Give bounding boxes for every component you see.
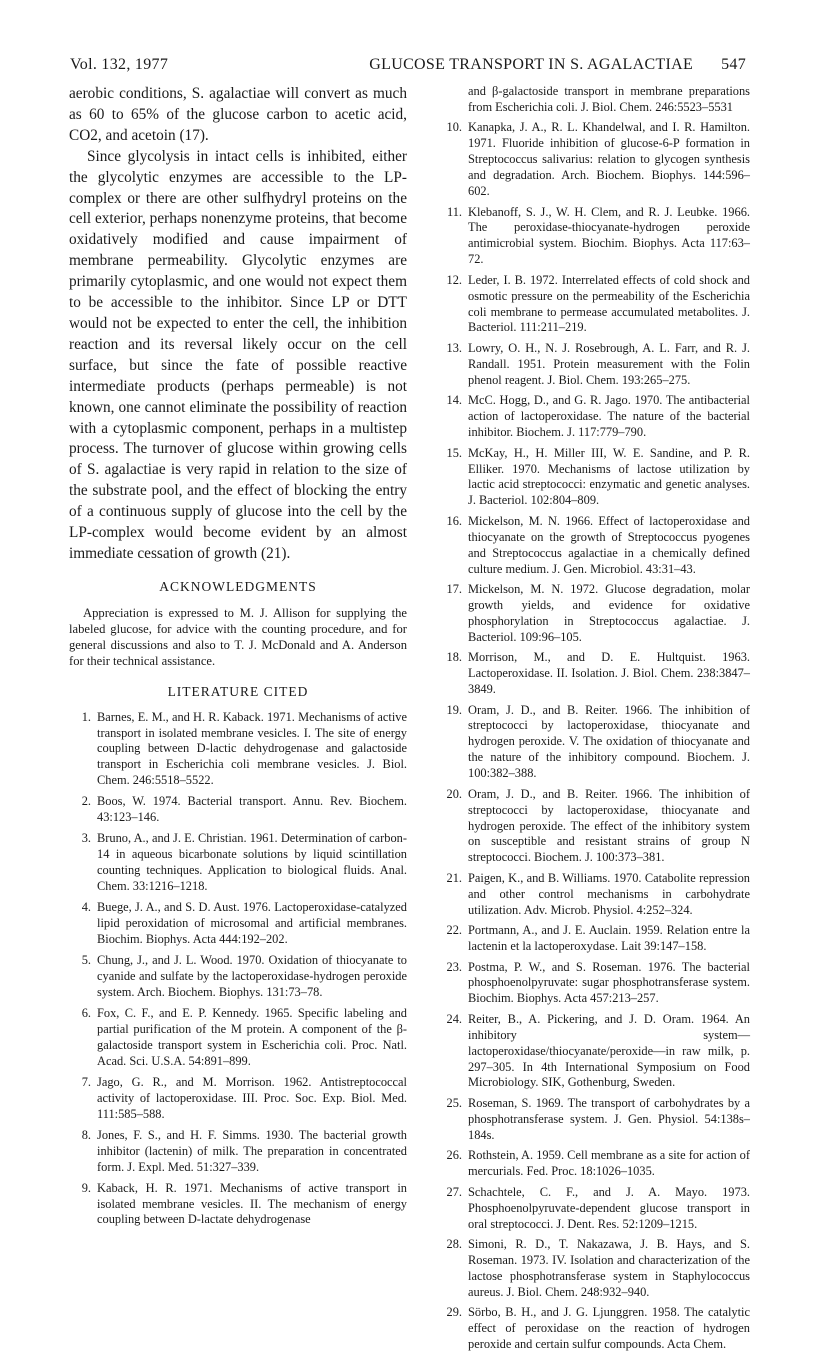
reference-text: Paigen, K., and B. Williams. 1970. Catabolite repression and other control mechanisms in carbohydrate utilization. Adv. Microb. Physiol. 4:252–324. xyxy=(468,870,750,917)
reference-number: 12. xyxy=(446,272,462,287)
reference-number: 28. xyxy=(446,1237,462,1251)
reference-item xyxy=(440,703,750,783)
reference-text: Roseman, S. 1969. The transport of carbohydrates by a phosphotransferase system. J. Gen. Physiol. 54:138s–184s. xyxy=(468,1095,750,1142)
reference-item xyxy=(69,831,407,895)
journal-volume: Vol. 132, 1977 xyxy=(70,56,169,73)
acknowledgments-text: Appreciation is expressed to M. J. Allison for supplying the labeled glucose, for advice with the counting procedure, and for general discussions and also to T. J. McDonald and A. Anderson for their technical assistance. xyxy=(69,605,407,669)
reference-number: 11. xyxy=(446,204,462,219)
reference-number: 7. xyxy=(81,1074,91,1089)
reference-number xyxy=(440,84,468,116)
reference-text: Rothstein, A. 1959. Cell membrane as a site for action of mercurials. Fed. Proc. 18:1026–1035. xyxy=(468,1148,750,1179)
reference-number: 6. xyxy=(81,1006,91,1020)
running-header xyxy=(70,56,746,80)
reference-item xyxy=(440,1305,750,1353)
reference-item xyxy=(440,1148,750,1180)
reference-number: 4. xyxy=(81,900,91,915)
reference-text: Lowry, O. H., N. J. Rosebrough, A. L. Farr, and R. J. Randall. 1951. Protein measurement with the Folin phenol reagent. J. Biol. Chem. 193:265–275. xyxy=(468,340,750,387)
reference-number: 13. xyxy=(446,340,462,355)
reference-item xyxy=(440,871,750,919)
running-title: GLUCOSE TRANSPORT IN S. AGALACTIAE xyxy=(369,56,694,73)
reference-text: McC. Hogg, D., and G. R. Jago. 1970. The antibacterial action of lactoperoxidase. The nature of the bacterial inhibitor. Biochem. J. 117:779–790. xyxy=(468,393,750,440)
reference-item xyxy=(440,960,750,1008)
left-column xyxy=(69,84,407,1234)
acknowledgments-heading: ACKNOWLEDGMENTS xyxy=(159,578,317,594)
reference-number: 14. xyxy=(446,393,462,408)
reference-text: Leder, I. B. 1972. Interrelated effects of cold shock and osmotic pressure on the permeability of the Escherichia coli membrane to permease accumulated metabolites. J. Bacteriol. 111:211–219. xyxy=(468,272,750,335)
reference-number: 24. xyxy=(446,1011,462,1026)
reference-item xyxy=(69,794,407,826)
reference-text: Jago, G. R., and M. Morrison. 1962. Antistreptococcal activity of lactoperoxidase. III. Proc. Soc. Exp. Biol. Med. 111:585–588. xyxy=(97,1074,407,1121)
reference-text: Mickelson, M. N. 1966. Effect of lactoperoxidase and thiocyanate on the growth of Streptococcus pyogenes and Streptococcus agalactiae in a chemically defined culture medium. J. Gen. Microbiol. 43:31–43. xyxy=(468,513,750,576)
reference-item xyxy=(69,710,407,790)
reference-text: Mickelson, M. N. 1972. Glucose degradation, molar growth yields, and evidence for oxidative phosphorylation in Streptococcus agalactiae. J. Bacteriol. 109:96–105. xyxy=(468,582,750,644)
reference-number: 26. xyxy=(446,1148,462,1163)
reference-item xyxy=(69,953,407,1001)
right-column xyxy=(440,84,750,1358)
reference-number: 15. xyxy=(446,445,462,460)
reference-item xyxy=(440,273,750,337)
page-number: 547 xyxy=(721,56,746,73)
reference-item xyxy=(440,1096,750,1144)
body-paragraph: Since glycolysis in intact cells is inhibited, either the glycolytic enzymes are accessible to the LP-complex or there are other sulfhydryl proteins on the cell exterior, perhaps nonenzyme proteins, that become oxidatively modified and cause impairment of membrane permeability. Glycolytic enzymes are primarily cytoplasmic, and one would not expect them to be accessible to the inhibitor. Since LP or DTT would not be expected to enter the cell, the inhibition reaction and its reversal likely occur on the cell surface, but since the fate of possible reactive intermediate products (perhaps permeable) is not known, one cannot eliminate the possibility of reaction with a cytoplasmic component, perhaps in a multistep process. The turnover of glucose within growing cells of S. agalactiae is very rapid in relation to the size of the substrate pool, and the effect of blocking the entry of a continuous supply of glucose into the cell by the LP-complex would become evident by an almost immediate cessation of growth (21). xyxy=(69,147,407,562)
reference-item xyxy=(440,341,750,389)
reference-text: Oram, J. D., and B. Reiter. 1966. The inhibition of streptococci by lactoperoxidase, thiocyanate and hydrogen peroxide. The effect of the inhibitory system on susceptible and resistant strains of group N streptococci. Biochem. J. 100:373–381. xyxy=(468,786,750,865)
reference-number: 9. xyxy=(81,1180,91,1195)
reference-item xyxy=(440,1012,750,1092)
reference-text: Chung, J., and J. L. Wood. 1970. Oxidation of thiocyanate to cyanide and sulfate by the lactoperoxidase-hydrogen peroxide system. Arch. Biochem. Biophys. 131:73–78. xyxy=(97,953,407,999)
reference-number: 27. xyxy=(446,1184,462,1199)
reference-text: Sörbo, B. H., and J. G. Ljunggren. 1958. The catalytic effect of peroxidase on the reaction of hydrogen peroxide and certain sulfur compounds. Acta Chem. xyxy=(468,1305,750,1352)
reference-item xyxy=(440,787,750,867)
reference-item xyxy=(440,514,750,578)
reference-item xyxy=(440,650,750,698)
reference-text: and β-galactoside transport in membrane preparations from Escherichia coli. J. Biol. Chem. 246:5523–5531 xyxy=(468,84,750,114)
reference-text: Bruno, A., and J. E. Christian. 1961. Determination of carbon-14 in aqueous bicarbonate solutions by liquid scintillation counting techniques. Application to biological fluids. Anal. Chem. 33:1216–1218. xyxy=(97,831,407,894)
reference-number: 17. xyxy=(446,582,462,597)
reference-text: Postma, P. W., and S. Roseman. 1976. The bacterial phosphoenolpyruvate: sugar phosphotransferase system. Biochim. Biophys. Acta 457:213–257. xyxy=(468,959,750,1006)
reference-number: 5. xyxy=(81,953,91,968)
reference-item xyxy=(440,1237,750,1301)
literature-heading: LITERATURE CITED xyxy=(167,683,309,699)
reference-item xyxy=(440,923,750,955)
reference-text: Buege, J. A., and S. D. Aust. 1976. Lactoperoxidase-catalyzed lipid peroxidation of microsomal and artificial membranes. Biochim. Biophys. Acta 444:192–202. xyxy=(97,900,407,946)
reference-number: 1. xyxy=(81,709,91,724)
reference-text: Klebanoff, S. J., W. H. Clem, and R. J. Leubke. 1966. The peroxidase-thiocyanate-hydrogen peroxide antimicrobial system. Biochim. Biophys. Acta 117:63–72. xyxy=(468,204,750,267)
reference-number: 8. xyxy=(81,1127,91,1142)
reference-number: 3. xyxy=(81,831,91,846)
reference-text: Oram, J. D., and B. Reiter. 1966. The inhibition of streptococci by lactoperoxidase, thiocyanate and hydrogen peroxide. V. The oxidation of thiocyanate and the nature of the inhibitory compound. Biochem. J. 100:382–388. xyxy=(468,702,750,781)
reference-number: 29. xyxy=(446,1305,462,1320)
reference-item xyxy=(440,120,750,200)
reference-item xyxy=(69,1075,407,1123)
reference-text: Schachtele, C. F., and J. A. Mayo. 1973. Phosphoenolpyruvate-dependent glucose transport in oral streptococci. J. Dent. Res. 52:1209–1215. xyxy=(468,1184,750,1231)
reference-item xyxy=(440,393,750,441)
reference-list-left xyxy=(69,710,407,1229)
reference-item xyxy=(440,582,750,646)
reference-number: 25. xyxy=(446,1095,462,1110)
reference-item xyxy=(69,1128,407,1176)
reference-text: Morrison, M., and D. E. Hultquist. 1963. Lactoperoxidase. II. Isolation. J. Biol. Chem. 238:3847–3849. xyxy=(468,650,750,697)
reference-number: 20. xyxy=(446,786,462,801)
reference-text: McKay, H., H. Miller III, W. E. Sandine, and P. R. Elliker. 1970. Mechanisms of lactose utilization by lactic acid streptococci: enzymatic and genetic analyses. J. Bacteriol. 102:804–809. xyxy=(468,445,750,508)
reference-number: 22. xyxy=(446,923,462,938)
reference-number: 23. xyxy=(446,959,462,974)
reference-text: Fox, C. F., and E. P. Kennedy. 1965. Specific labeling and partial purification of the M protein. A component of the β-galactoside transport system in Escherichia coli. Proc. Natl. Acad. Sci. U.S.A. 54:891–899. xyxy=(97,1006,407,1068)
reference-text: Reiter, B., A. Pickering, and J. D. Oram. 1964. An inhibitory system—lactoperoxidase/thiocyanate/peroxide—in raw milk, p. 297–305. In 4th International Symposium on Food Microbiology. SIK, Gothenburg, Sweden. xyxy=(468,1011,750,1090)
reference-text: Boos, W. 1974. Bacterial transport. Annu. Rev. Biochem. 43:123–146. xyxy=(97,794,407,825)
reference-number: 16. xyxy=(446,513,462,528)
reference-text: Barnes, E. M., and H. R. Kaback. 1971. Mechanisms of active transport in isolated membrane vesicles. I. The site of energy coupling between D-lactic dehydrogenase and galactoside transport in Escherichia coli membrane vesicles. J. Biol. Chem. 246:5518–5522. xyxy=(97,709,407,788)
reference-number: 19. xyxy=(446,702,462,717)
reference-number: 2. xyxy=(81,794,91,809)
reference-item xyxy=(440,446,750,510)
reference-item xyxy=(69,900,407,948)
reference-item xyxy=(440,205,750,269)
reference-text: Kaback, H. R. 1971. Mechanisms of active transport in isolated membrane vesicles. II. The mechanism of energy coupling between D-lactate dehydrogenase xyxy=(97,1180,407,1227)
body-paragraph: aerobic conditions, S. agalactiae will convert as much as 60 to 65% of the glucose carbon to acetic acid, CO2, and acetoin (17). xyxy=(69,85,407,144)
reference-item xyxy=(69,1006,407,1070)
reference-item xyxy=(440,1185,750,1233)
reference-number: 10. xyxy=(446,120,462,135)
reference-number: 21. xyxy=(446,870,462,885)
reference-item xyxy=(69,1181,407,1229)
reference-text: Portmann, A., and J. E. Auclain. 1959. Relation entre la lactenin et la lactoperoxydase. Lait 39:147–158. xyxy=(468,923,750,954)
reference-list-right xyxy=(440,84,750,1353)
reference-text: Jones, F. S., and H. F. Simms. 1930. The bacterial growth inhibitor (lactenin) of milk. The preparation in concentrated form. J. Expl. Med. 51:327–339. xyxy=(97,1127,407,1174)
reference-text: Simoni, R. D., T. Nakazawa, J. B. Hays, and S. Roseman. 1973. IV. Isolation and characterization of the lactose phosphotransferase system in Staphylococcus aureus. J. Biol. Chem. 248:932–940. xyxy=(468,1237,750,1299)
reference-number: 18. xyxy=(446,650,462,665)
reference-item xyxy=(440,84,750,116)
reference-text: Kanapka, J. A., R. L. Khandelwal, and I. R. Hamilton. 1971. Fluoride inhibition of glucose-6-P formation in Streptococcus salivarius: relation to glycogen synthesis and degradation. Arch. Biochem. Biophys. 144:596–602. xyxy=(468,120,750,199)
